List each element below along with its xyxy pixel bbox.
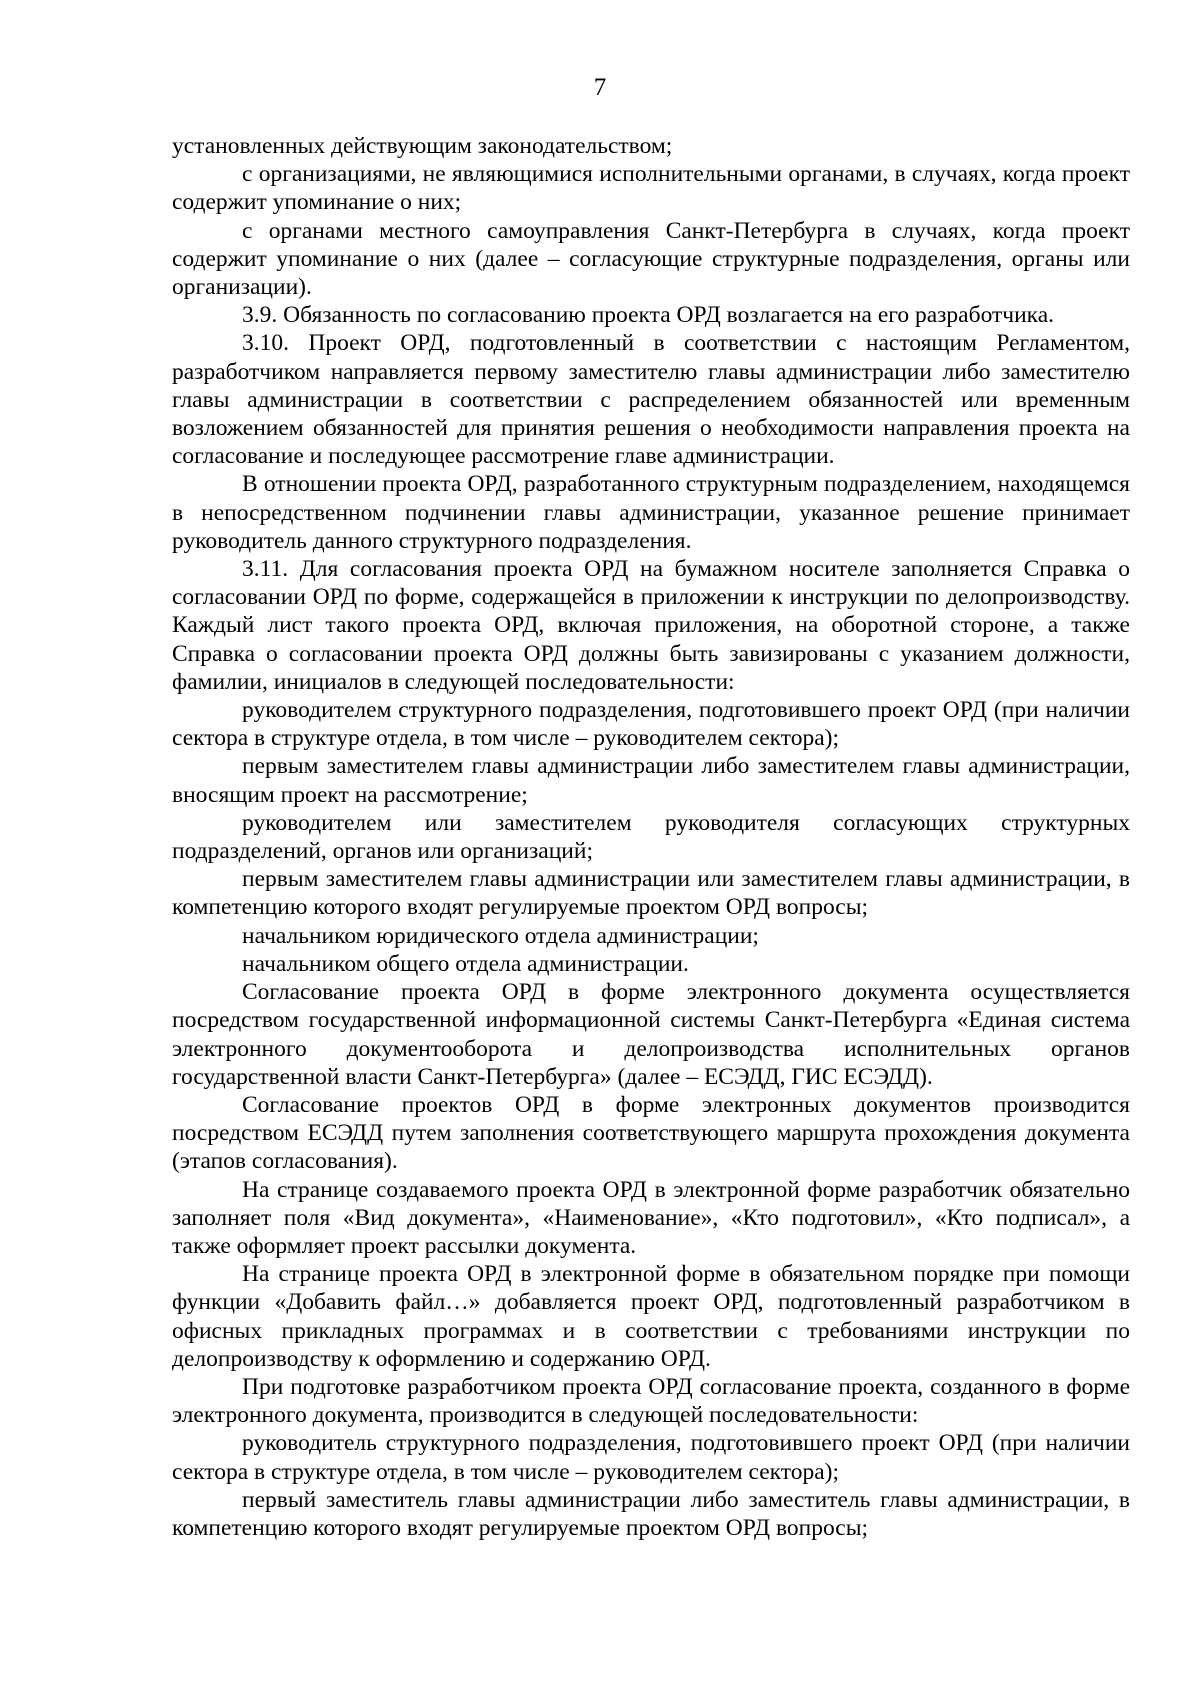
paragraph-list-item: с органами местного самоуправления Санкт-Петербурга в случаях, когда проект содержит упоминание о них (далее – согласующие структурные подразделения, органы или организации). bbox=[172, 217, 1130, 301]
paragraph: В отношении проекта ОРД, разработанного структурным подразделением, находящемся в непосредственном подчинении главы администрации, указанное решение принимает руководитель данного структурного подразделения. bbox=[172, 471, 1130, 554]
paragraph: На странице проекта ОРД в электронной форме в обязательном порядке при помощи функции «Добавить файл…» добавляется проект ОРД, подготовленный разработчиком в офисных прикладных программах и в соответствии с требованиями инструкции по делопроизводству к оформлению и содержанию ОРД. bbox=[172, 1261, 1130, 1372]
paragraph: Согласование проекта ОРД в форме электронного документа осуществляется посредством государственной информационной системы Санкт-Петербурга «Единая система электронного документооборота и делопроизводства исполнительных органов государственной власти Санкт-Петербурга» (далее – ЕСЭДД, ГИС ЕСЭДД). bbox=[172, 979, 1130, 1090]
page-number: 7 bbox=[593, 74, 607, 101]
paragraph-list-item: начальником юридического отдела администрации; bbox=[242, 922, 759, 949]
paragraph-list-item: начальником общего отдела администрации. bbox=[242, 950, 689, 977]
paragraph-list-item: первым заместителем главы администрации или заместителем главы администрации, в компетенцию которого входят регулируемые проектом ОРД вопросы; bbox=[172, 866, 1130, 921]
paragraph-continuation: установленных действующим законодательством; bbox=[172, 133, 673, 159]
paragraph: При подготовке разработчиком проекта ОРД согласование проекта, созданного в форме электронного документа, производится в следующей последовательности: bbox=[172, 1373, 1130, 1429]
paragraph: Согласование проектов ОРД в форме электронных документов производится посредством ЕСЭДД путем заполнения соответствующего маршрута прохождения документа (этапов согласования). bbox=[172, 1091, 1130, 1175]
paragraph-clause-3-11: 3.11. Для согласования проекта ОРД на бумажном носителе заполняется Справка о согласовании ОРД по форме, содержащейся в приложении к инструкции по делопроизводству. Каждый лист такого проекта ОРД, включая приложения, на оборотной стороне, а также Справка о согласовании проекта ОРД должны быть завизированы с указанием должности, фамилии, инициалов в следующей последовательности: bbox=[172, 556, 1130, 695]
paragraph-list-item: с организациями, не являющимися исполнительными органами, в случаях, когда проект содержит упоминание о них; bbox=[172, 161, 1130, 216]
paragraph-clause-3-10: 3.10. Проект ОРД, подготовленный в соответствии с настоящим Регламентом, разработчиком направляется первому заместителю главы администрации либо заместителю главы администрации в соответствии с распределением обязанностей или временным возложением обязанностей для принятия решения о необходимости направления проекта на согласование и последующее рассмотрение главе администрации. bbox=[172, 330, 1130, 470]
document-body bbox=[172, 132, 1130, 1542]
paragraph-clause-3-9: 3.9. Обязанность по согласованию проекта ОРД возлагается на его разработчика. bbox=[242, 302, 1055, 329]
paragraph-list-item: руководителем структурного подразделения, подготовившего проект ОРД (при наличии сектора в структуре отдела, в том числе – руководителем сектора); bbox=[172, 697, 1130, 752]
paragraph-list-item: первым заместителем главы администрации либо заместителем главы администрации, вносящим проект на рассмотрение; bbox=[172, 753, 1130, 808]
paragraph-list-item: руководитель структурного подразделения, подготовившего проект ОРД (при наличии сектора в структуре отдела, в том числе – руководителем сектора); bbox=[172, 1430, 1130, 1485]
paragraph-list-item: руководителем или заместителем руководителя согласующих структурных подразделений, органов или организаций; bbox=[172, 809, 1130, 865]
paragraph: На странице создаваемого проекта ОРД в электронной форме разработчик обязательно заполняет поля «Вид документа», «Наименование», «Кто подготовил», «Кто подписал», а также оформляет проект рассылки документа. bbox=[172, 1176, 1130, 1259]
paragraph-list-item: первый заместитель главы администрации либо заместитель главы администрации, в компетенцию которого входят регулируемые проектом ОРД вопросы; bbox=[172, 1486, 1130, 1541]
